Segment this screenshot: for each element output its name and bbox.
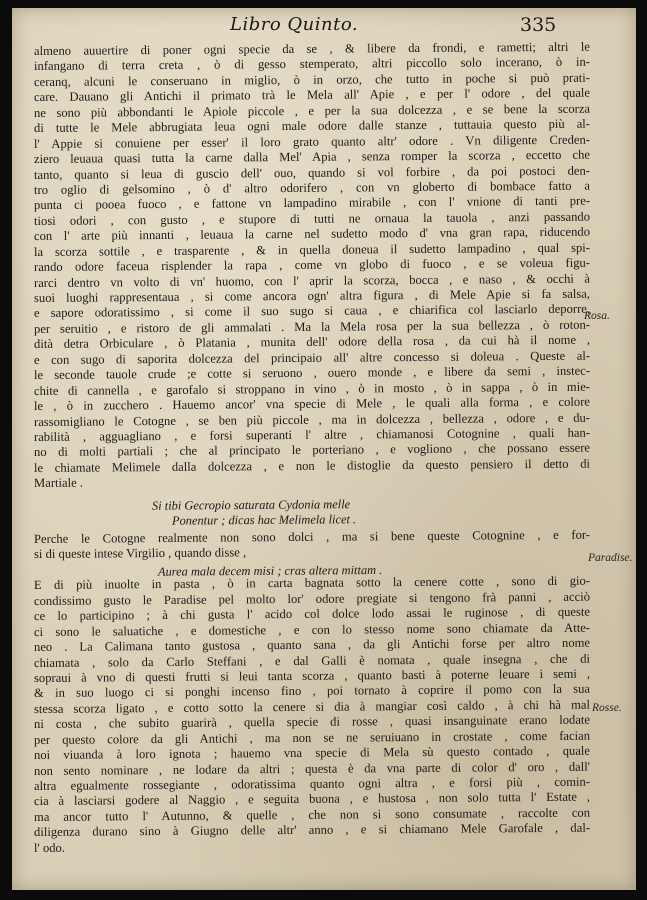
text-line: rarci dentro vn volto di vn' huomo, con l' aprir la scorza, bocca , e naso , & occhi à: [33, 271, 591, 290]
text-line: care. Dauano gli Antichi il primato trà le Mela all' Apie , e per l' odore , del quale: [33, 85, 591, 105]
text-line: diligenza durano sino à Giugno delle altr' anno , e si chiamano Mele Garofale , dal-: [33, 820, 591, 840]
verse-line: Aurea mala decem misi ; cras altera mittam .: [157, 562, 383, 579]
text-line: chiamata , solo da Carlo Steffani , e dal Galli è nomata , quale insegna , che di: [33, 651, 591, 670]
paragraph-3: [33, 573, 591, 856]
text-line: ne sono più abbondanti le Apiole piccole , e per la sua dolcezza , e se bene la scorza: [33, 101, 591, 120]
text-line: punta ci pooea fuoco , e fattone vn lampadino mirabile , con l' vnione di tanti pre-: [33, 194, 591, 213]
text-line: rabilità , agguagliano , e forsi superanti l' altre , chiamanosi Cotognine , quali han-: [33, 425, 591, 444]
paragraph-2: [33, 527, 591, 563]
text-line: ci sono le saluatiche , e domestiche , e con lo stesso nome sono chiamate da Atte-: [33, 620, 591, 639]
text-line: sopraui à vno di questi frutti si leui tanta scorza , quanto basti à poterne leuare i semi ,: [33, 666, 591, 685]
text-line: Martiale .: [33, 475, 84, 491]
text-line: & in suo luogo ci si ponghi incenso fino , poi tornato à coprire il pomo con la sua: [33, 682, 591, 701]
page-body: [33, 39, 591, 856]
text-line: altra egualmente rossegiante , odoratissima quanto ogni altra , e forsi più , comin-: [33, 774, 591, 794]
text-line: tiosi odori , con gusto , e stupore di tutti ne ornaua la tauola , anzi passando: [33, 209, 591, 228]
text-line: stessa scorza ligato , e cotto sotto la cenere si dia à mangiar così caldo , à chi hà mal: [33, 697, 591, 716]
marginal-note-paradise: Paradise.: [588, 552, 633, 564]
text-line: di tutte le Mele abbrugiata leua ogni male odore dalle stanze , tuttauia questo più al-: [33, 116, 591, 136]
text-line: almeno auuertire di poner ogni specie da se , & libere da frondi, e rametti; altri le: [33, 39, 591, 58]
paragraph-1: [33, 39, 591, 492]
verse-line: Ponentur ; dicas hac Melimela licet .: [171, 512, 357, 528]
text-line: noi viuanda à loro ignota ; hauemo vna specie di Mela sù questo contado , quale: [33, 743, 591, 763]
text-line: neo . La Calimana tanto gustosa , quanto sana , da gli Antichi forse per altro nome: [33, 635, 591, 655]
text-line: ce lo participino ; à chi gusta l' acido col dolce lodo assai le ruginose , di queste: [33, 604, 591, 624]
text-line: E di più inuolte in pasta , ò in carta bagnata sotto la cenere cotte , sono di gio-: [33, 573, 591, 593]
text-line: rando odore faceua risplender la rapa , come vn globo di fuoco , e se voleua figu-: [33, 255, 591, 275]
text-line: non sento nominare , ne lodare da altri ; questa è da vna parte di color d' oro , dall': [33, 759, 591, 778]
text-line: per seruitio , e ristoro de gli ammalati . Ma la Mela rosa per la sua bellezza , ò roton-: [33, 317, 591, 336]
text-line: le seconde tauole crude ;e cotte si seruono , ouero monde , e libere da semi , instec-: [33, 363, 591, 383]
text-line: cia à lasciarsi godere al Naggio , e seguita buona , e hustosa , non solo tutta l' Estate ,: [33, 790, 591, 809]
marginal-note-rosse: Rosse.: [592, 702, 622, 714]
marginal-note-rosa: Rosa.: [584, 310, 610, 322]
text-line: ma ancor tutto l' Autunno, & quelle , che non si sono consumate , raccolte con: [33, 805, 591, 824]
text-line: tro oglio di gelsomino , ò d' altro odorifero , con vn globerto di bombace fatto a: [33, 178, 591, 197]
text-line: la scorza sottile , e trasparente , & in quella doneua il sudetto lampadino , qual spi-: [33, 240, 591, 259]
text-line: ziero leuaua quasi tutta la carne dalla Mel' Apia , senza romper la scorza , eccetto che: [33, 147, 591, 167]
text-line: si di queste intese Virgilio , quando disse ,: [33, 545, 247, 562]
text-line: condissimo gusto le Paradise pel molto lor' odore pregiate si tengono frà panni , acciò: [33, 589, 591, 608]
text-line: tanto, quanto si leua di guscio dell' ouo, quando si vol forbire , da poi postoci den-: [33, 163, 591, 182]
text-line: ceranq, alcuni le conseruano in miglio, ò in orzo, che tutto in poche si può prati-: [33, 70, 591, 89]
page-number: 335: [520, 14, 557, 36]
text-line: e con sugo di saporita dolcezza del principaio all' altre concesso si doleua . Queste al-: [33, 348, 591, 367]
running-head: Libro Quinto.: [230, 14, 359, 35]
book-page: [12, 8, 636, 890]
text-line: con l' arte più innanti , leuaua la carne nel sudetto modo d' vna gran rapa, riducendo: [33, 224, 591, 244]
text-line: dità detra Orbiculare , ò Platania , munita dell' odore della rosa , da cui hà il nome ,: [33, 332, 591, 352]
verse-line: Si tibi Gecropio saturata Cydonia melle: [151, 496, 351, 513]
text-line: l' odo.: [33, 840, 66, 855]
text-line: chite di cannella , e garofalo si stroppano in vino , ò in mosto , ò in sappa , ò in mie-: [33, 379, 591, 398]
text-line: le chiamate Melimele dalla dolcezza , e non le distoglie da questo pensiero il detto di: [33, 456, 591, 475]
text-line: e sapore odoratissimo , si come il suo sugo si caua , e chiarifica col lasciarlo deporre,: [33, 302, 591, 321]
text-line: infangano di terra creta , ò di gesso stemperato, altri piccollo solo incerano, ò in-: [33, 55, 591, 74]
text-line: ni costa , che subito guarirà , quella specie di rosse , quasi insanguinate erano lodate: [33, 712, 591, 732]
text-line: suoi luoghi rappresentaua , si come ancora ogn' altra figura , di Mele Apie si fa salsa,: [33, 286, 591, 305]
text-line: rassomigliano le Cotogne , se ben più piccole , ma in dolcezza , bellezza , odore , e du-: [33, 410, 591, 429]
text-line: no di molti partiali ; che al principato le porteriano , e vogliono , che possano essere: [33, 441, 591, 460]
text-line: Perche le Cotogne realmente non sono dolci , ma si bene queste Cotognine , e for-: [33, 527, 591, 546]
text-line: le , ò in zucchero . Hauemo ancor' vna specie di Mele , le quali alla forma , e colore: [33, 394, 591, 414]
text-line: l' Appie si conuiene per esser' il loro grato quanto altr' odore . Vn diligente Creden-: [33, 132, 591, 151]
text-line: per questo colore da gli Antichi , ma non se ne seruiuano in crostate , come facian: [33, 728, 591, 747]
